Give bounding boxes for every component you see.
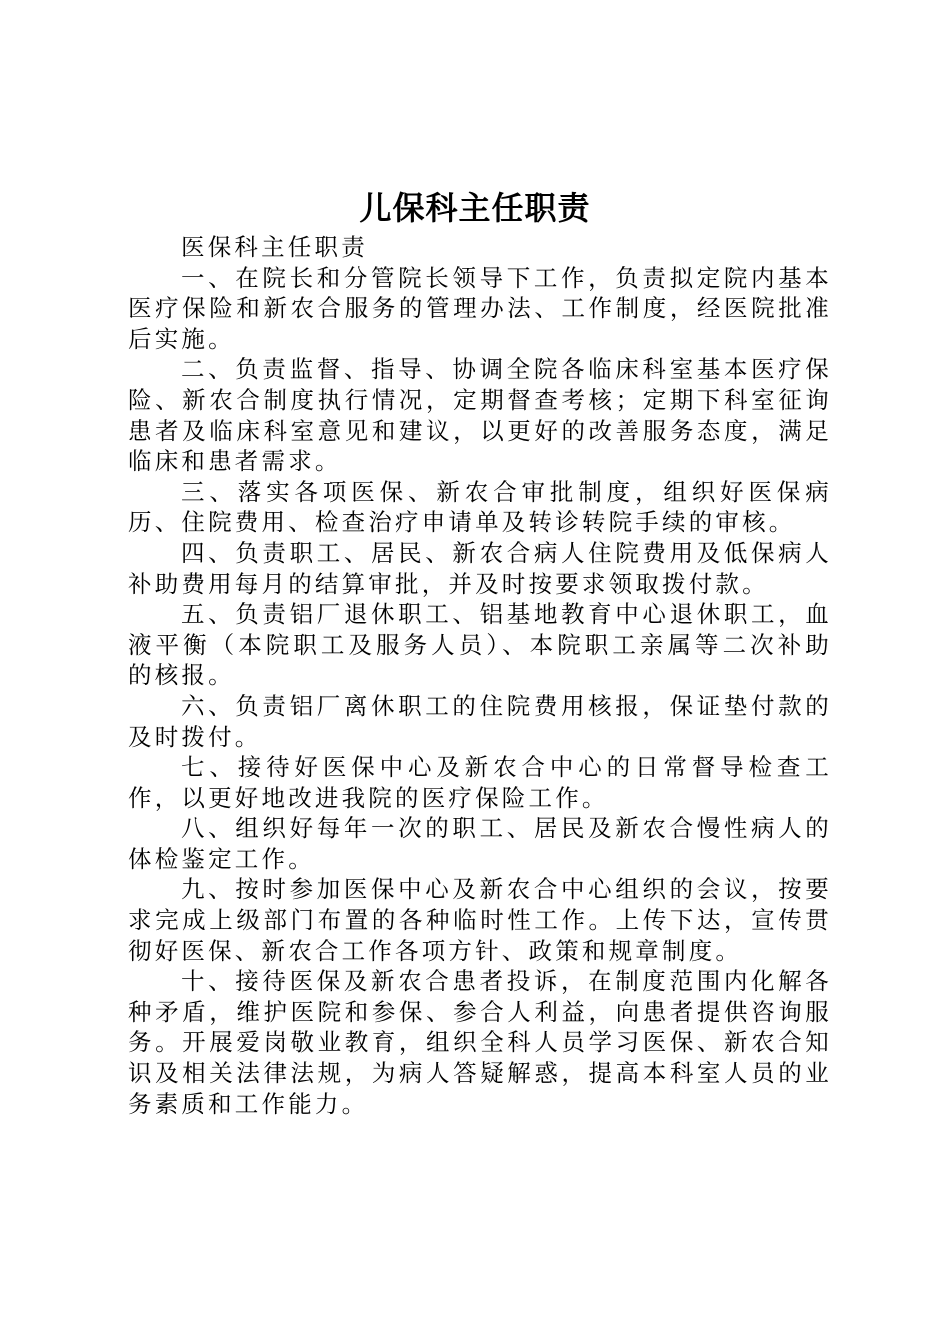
paragraph-item-4: 四、负责职工、居民、新农合病人住院费用及低保病人补助费用每月的结算审批，并及时按要求领取拨付款。 [128,538,832,598]
paragraph-item-7: 七、接待好医保中心及新农合中心的日常督导检查工作，以更好地改进我院的医疗保险工作。 [128,753,832,812]
paragraph-item-1: 一、在院长和分管院长领导下工作，负责拟定院内基本医疗保险和新农合服务的管理办法、工作制度，经医院批准后实施。 [128,263,832,353]
page-title: 儿保科主任职责 [359,189,591,227]
paragraph-item-3: 三、落实各项医保、新农合审批制度，组织好医保病历、住院费用、检查治疗申请单及转诊转院手续的审核。 [128,477,832,537]
paragraph-item-8: 八、组织好每年一次的职工、居民及新农合慢性病人的体检鉴定工作。 [128,814,832,873]
paragraph-item-9: 九、按时参加医保中心及新农合中心组织的会议，按要求完成上级部门布置的各种临时性工作。上传下达，宣传贯彻好医保、新农合工作各项方针、政策和规章制度。 [128,875,832,965]
paragraph-item-6: 六、负责铝厂离休职工的住院费用核报，保证垫付款的及时拨付。 [128,691,832,751]
paragraph-item-2: 二、负责监督、指导、协调全院各临床科室基本医疗保险、新农合制度执行情况，定期督查考核；定期下科室征询患者及临床科室意见和建议，以更好的改善服务态度，满足临床和患者需求。 [128,355,832,476]
paragraph-subtitle: 医保科主任职责 [181,233,368,261]
paragraph-item-10: 十、接待医保及新农合患者投诉，在制度范围内化解各种矛盾，维护医院和参保、参合人利益，向患者提供咨询服务。开展爱岗敬业教育，组织全科人员学习医保、新农合知识及相关法律法规，为病人答疑解惑，提高本科室人员的业务素质和工作能力。 [128,967,832,1118]
document-body [128,232,832,1119]
paragraph-item-5: 五、负责铝厂退休职工、铝基地教育中心退休职工，血液平衡（本院职工及服务人员）、本院职工亲属等二次补助的核报。 [128,600,832,690]
